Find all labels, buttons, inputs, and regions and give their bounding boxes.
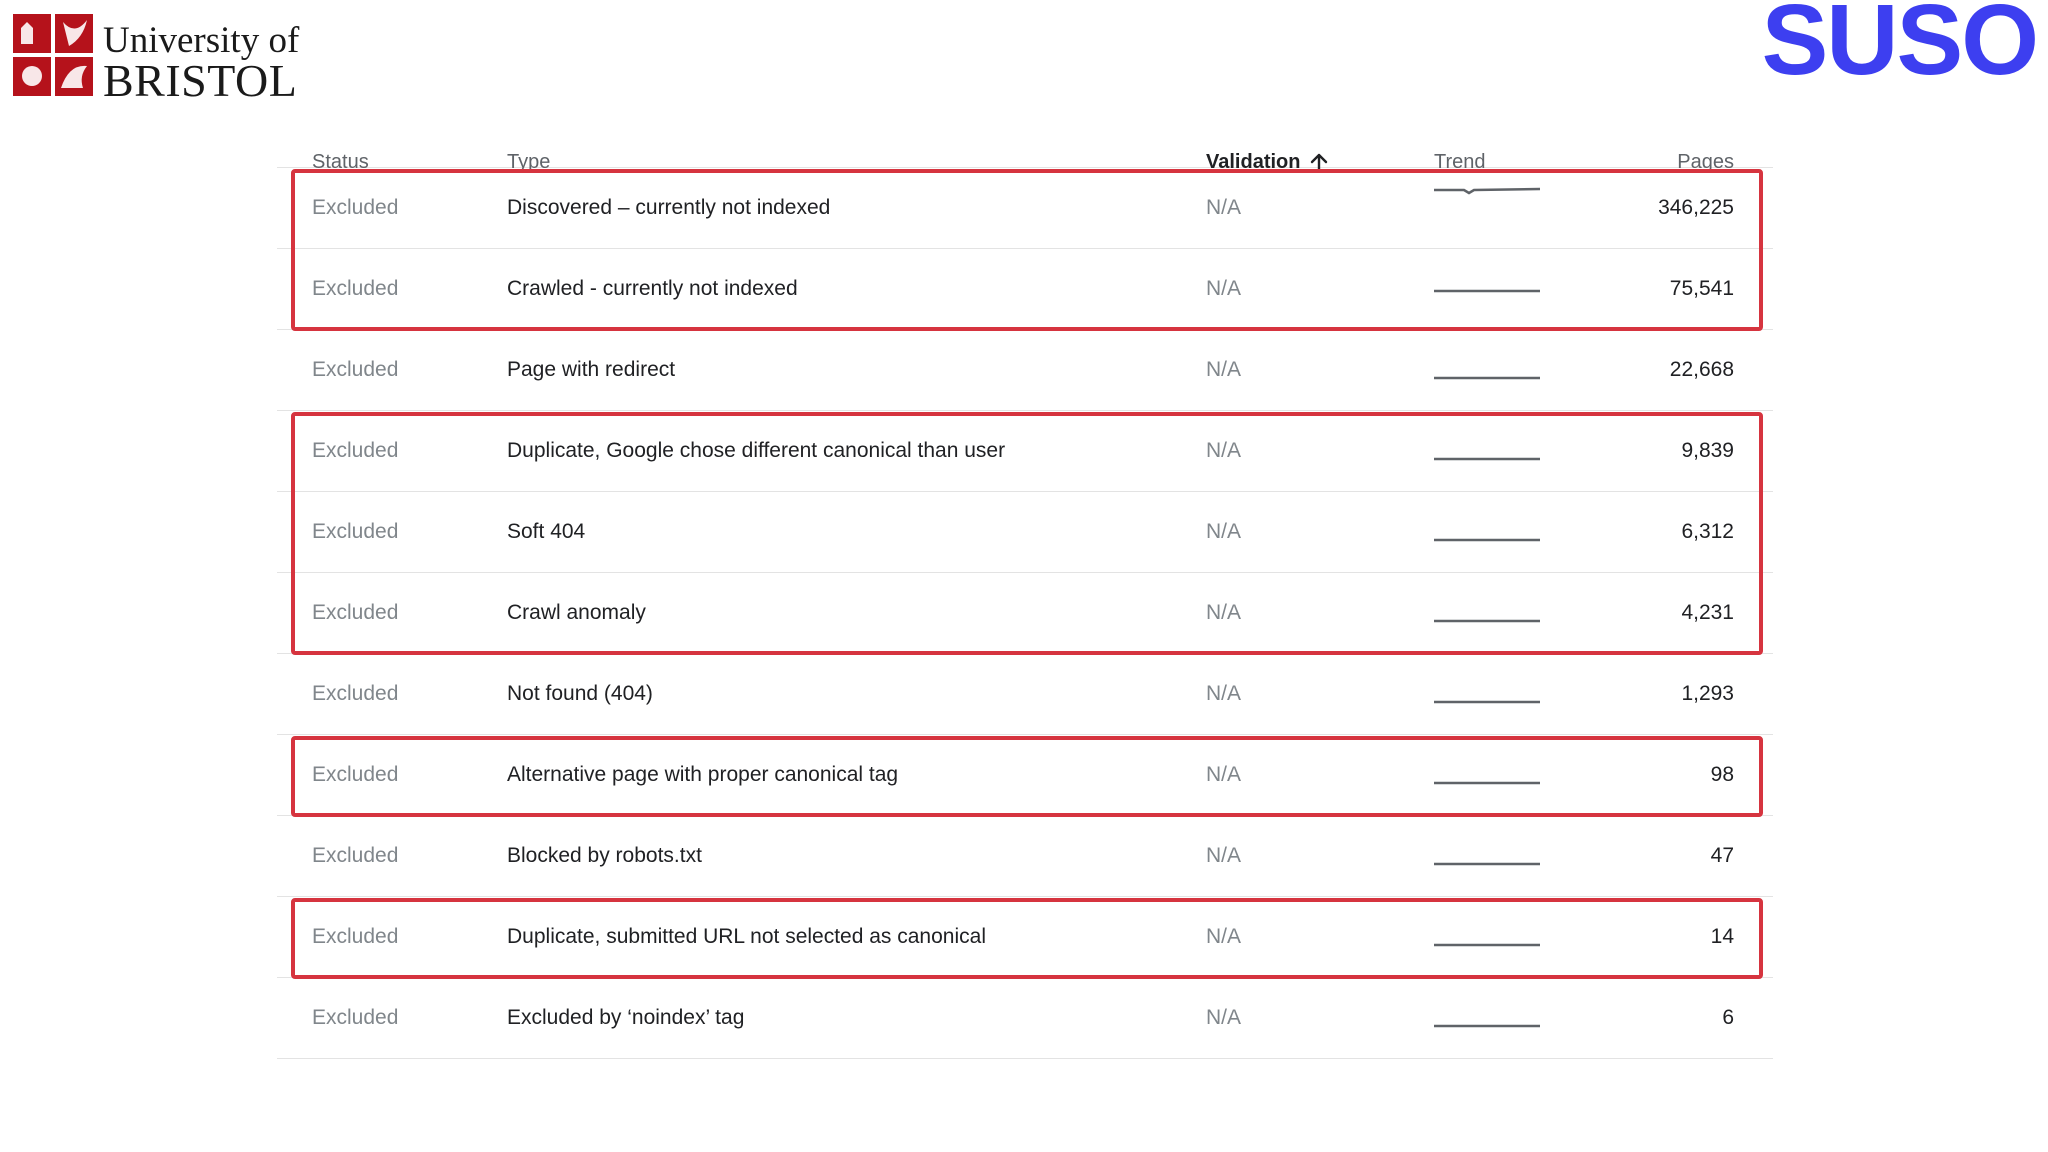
type-cell: Alternative page with proper canonical tag xyxy=(507,763,899,786)
status-cell: Excluded xyxy=(312,196,399,219)
table-header xyxy=(277,100,1773,173)
suso-brand-logo: SUSO xyxy=(1761,0,2037,96)
validation-cell: N/A xyxy=(1206,196,1242,219)
type-cell: Crawl anomaly xyxy=(507,601,646,624)
pages-cell: 6,312 xyxy=(1681,520,1734,543)
table-row[interactable] xyxy=(277,492,1773,573)
validation-cell: N/A xyxy=(1206,682,1242,705)
table-row[interactable] xyxy=(277,978,1773,1059)
university-name-line2: BRISTOL xyxy=(103,55,298,106)
type-cell: Soft 404 xyxy=(507,520,586,543)
type-cell: Duplicate, submitted URL not selected as canonical xyxy=(507,925,986,948)
column-header-validation-label: Validation xyxy=(1206,151,1301,173)
status-cell: Excluded xyxy=(312,925,399,948)
validation-cell: N/A xyxy=(1206,358,1242,381)
pages-cell: 4,231 xyxy=(1681,601,1734,624)
column-header-type[interactable]: Type xyxy=(507,151,551,173)
university-logo xyxy=(13,14,303,106)
status-cell: Excluded xyxy=(312,520,399,543)
pages-cell: 75,541 xyxy=(1669,277,1734,300)
university-crest-icon xyxy=(13,14,93,96)
status-cell: Excluded xyxy=(312,844,399,867)
pages-cell: 47 xyxy=(1710,844,1734,867)
status-cell: Excluded xyxy=(312,439,399,462)
column-header-trend[interactable]: Trend xyxy=(1434,151,1486,173)
pages-cell: 9,839 xyxy=(1681,439,1734,462)
table-row[interactable] xyxy=(277,330,1773,411)
table-row[interactable] xyxy=(277,573,1773,654)
type-cell: Page with redirect xyxy=(507,358,676,381)
type-cell: Duplicate, Google chose different canonical than user xyxy=(507,439,1006,462)
validation-cell: N/A xyxy=(1206,844,1242,867)
table-row[interactable] xyxy=(277,816,1773,897)
status-cell: Excluded xyxy=(312,1006,399,1029)
type-cell: Blocked by robots.txt xyxy=(507,844,702,867)
pages-cell: 22,668 xyxy=(1669,358,1734,381)
index-coverage-table xyxy=(277,100,1773,1059)
validation-cell: N/A xyxy=(1206,439,1242,462)
table-row[interactable] xyxy=(277,168,1773,249)
column-header-pages[interactable]: Pages xyxy=(1677,151,1734,173)
status-cell: Excluded xyxy=(312,277,399,300)
status-cell: Excluded xyxy=(312,601,399,624)
validation-cell: N/A xyxy=(1206,601,1242,624)
validation-cell: N/A xyxy=(1206,520,1242,543)
table-row[interactable] xyxy=(277,411,1773,492)
pages-cell: 6 xyxy=(1722,1006,1734,1029)
type-cell: Crawled - currently not indexed xyxy=(507,277,798,300)
table-row[interactable] xyxy=(277,249,1773,330)
type-cell: Not found (404) xyxy=(507,682,653,705)
table-body xyxy=(277,168,1773,1059)
pages-cell: 14 xyxy=(1710,925,1734,948)
trend-line xyxy=(1434,189,1540,193)
table-row[interactable] xyxy=(277,735,1773,816)
status-cell: Excluded xyxy=(312,763,399,786)
pages-cell: 98 xyxy=(1710,763,1734,786)
pages-cell: 1,293 xyxy=(1681,682,1734,705)
table-row[interactable] xyxy=(277,654,1773,735)
validation-cell: N/A xyxy=(1206,1006,1242,1029)
validation-cell: N/A xyxy=(1206,763,1242,786)
column-header-status[interactable]: Status xyxy=(312,151,369,173)
pages-cell: 346,225 xyxy=(1658,196,1734,219)
validation-cell: N/A xyxy=(1206,277,1242,300)
validation-cell: N/A xyxy=(1206,925,1242,948)
type-cell: Discovered – currently not indexed xyxy=(507,196,831,219)
status-cell: Excluded xyxy=(312,682,399,705)
status-cell: Excluded xyxy=(312,358,399,381)
university-name-line1: University of xyxy=(103,20,300,61)
type-cell: Excluded by ‘noindex’ tag xyxy=(507,1006,745,1029)
table-row[interactable] xyxy=(277,897,1773,978)
